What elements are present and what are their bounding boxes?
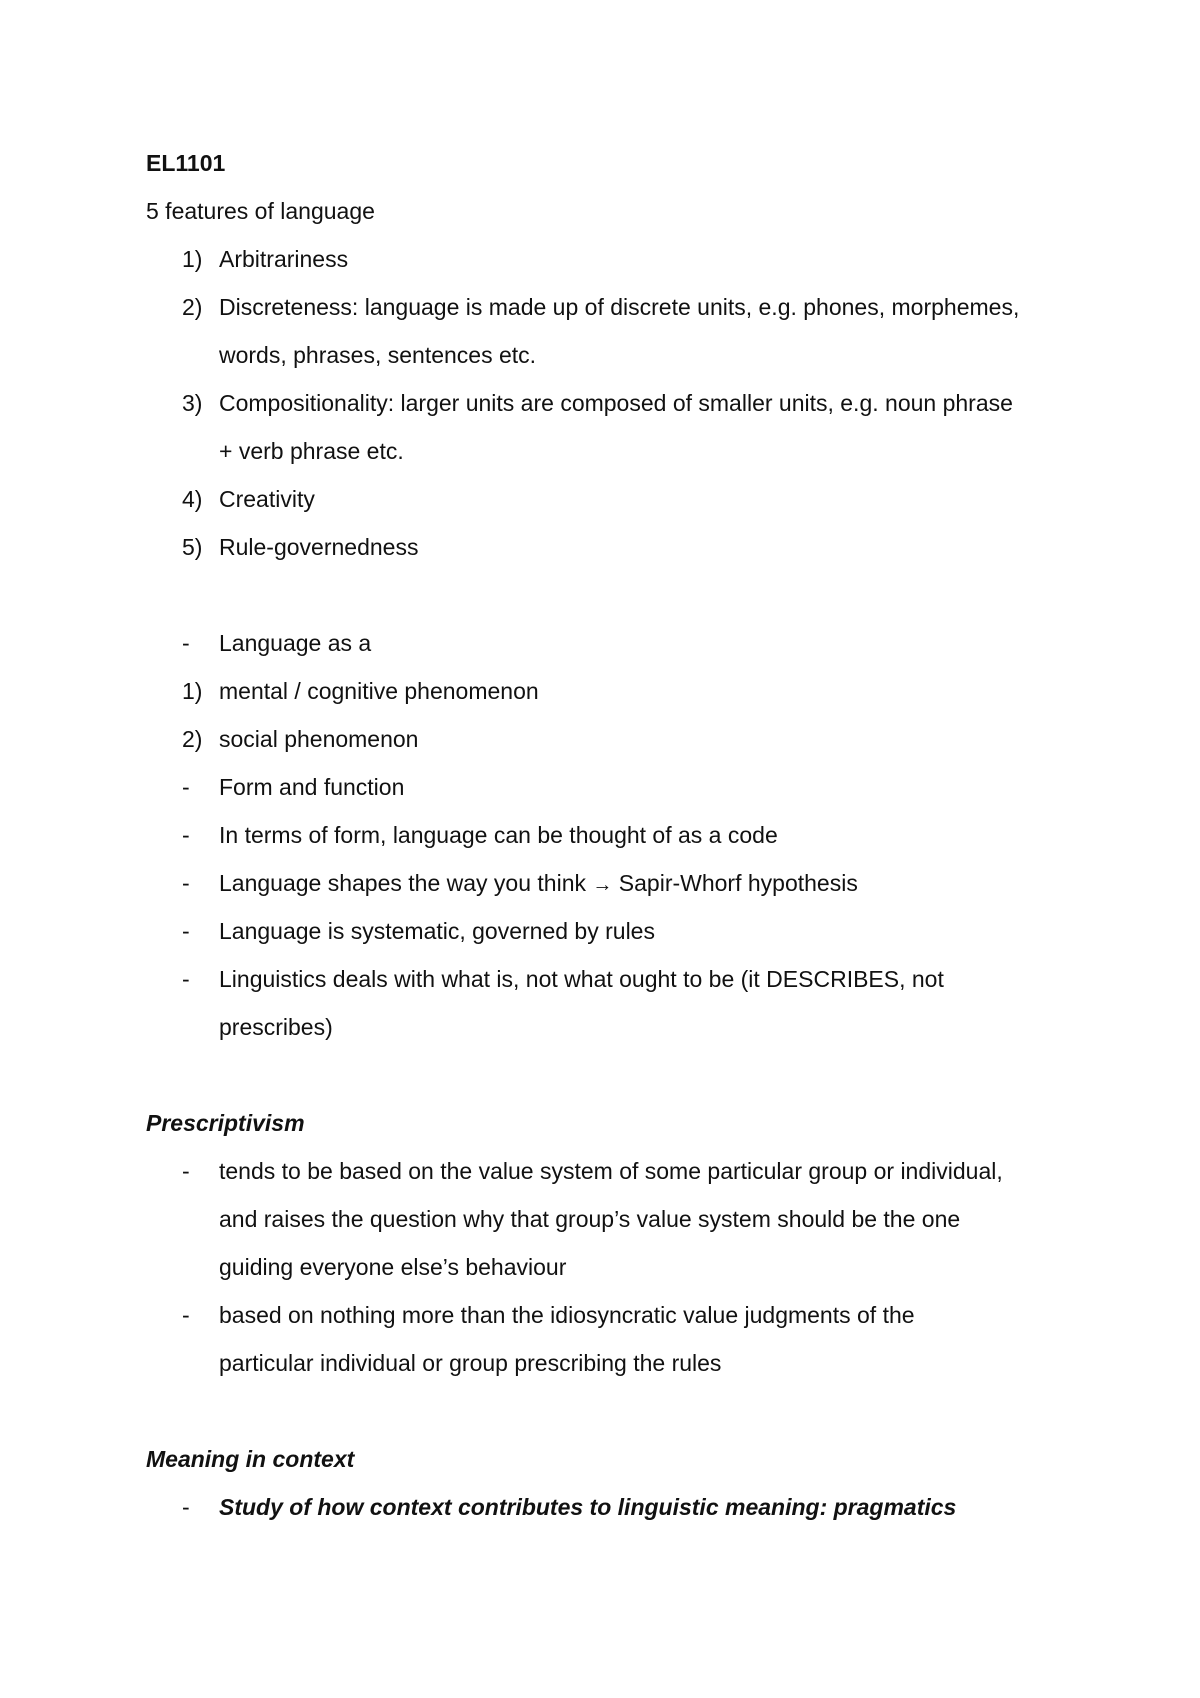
prescriptivism-bullet-2: [182, 1300, 915, 1330]
bullet-text: Form and function: [219, 774, 405, 800]
arrow-right-icon: →: [592, 874, 613, 896]
bullet-describes: [182, 964, 944, 994]
list-marker: 2): [182, 294, 203, 320]
language-as-item-1: [182, 676, 539, 706]
feature-item-3: [182, 388, 1013, 418]
features-intro: 5 features of language: [146, 198, 375, 224]
item-text: mental / cognitive phenomenon: [219, 678, 539, 704]
feature-text: Arbitrariness: [219, 246, 349, 272]
feature-item-2-continuation: words, phrases, sentences etc.: [219, 342, 537, 368]
section-heading-meaning-in-context: Meaning in context: [146, 1446, 355, 1472]
bullet-systematic: [182, 916, 655, 946]
feature-text: Rule-governedness: [219, 534, 419, 560]
feature-item-5: [182, 532, 418, 562]
bullet-dash: -: [182, 1302, 190, 1328]
bullet-text: Language as a: [219, 630, 372, 656]
feature-item-3-continuation: + verb phrase etc.: [219, 438, 404, 464]
bullet-dash: -: [182, 1494, 190, 1520]
feature-item-2: [182, 292, 1019, 322]
bullet-text: Study of how context contributes to linguistic meaning: pragmatics: [219, 1494, 957, 1520]
bullet-form-code: [182, 820, 778, 850]
list-marker: 5): [182, 534, 203, 560]
list-marker: 4): [182, 486, 203, 512]
bullet-text: tends to be based on the value system of some particular group or individual,: [219, 1158, 1003, 1184]
list-marker: 1): [182, 678, 203, 704]
bullet-text: Language is systematic, governed by rules: [219, 918, 655, 944]
bullet-describes-continuation: prescribes): [219, 1014, 333, 1040]
bullet-text: based on nothing more than the idiosyncratic value judgments of the: [219, 1302, 915, 1328]
prescriptivism-bullet-1-line-2: and raises the question why that group’s value system should be the one: [219, 1206, 961, 1232]
language-as-item-2: [182, 724, 418, 754]
prescriptivism-bullet-1-line-3: guiding everyone else’s behaviour: [219, 1254, 567, 1280]
language-as-bullet: [182, 628, 371, 658]
section-heading-prescriptivism: Prescriptivism: [146, 1110, 305, 1136]
bullet-text: Language shapes the way you think: [219, 870, 593, 896]
bullet-dash: -: [182, 822, 190, 848]
bullet-dash: -: [182, 630, 190, 656]
meaning-bullet-1: [182, 1492, 956, 1522]
list-marker: 2): [182, 726, 203, 752]
bullet-sapir-whorf: [182, 868, 858, 900]
bullet-dash: -: [182, 918, 190, 944]
bullet-dash: -: [182, 870, 190, 896]
bullet-text: In terms of form, language can be thought of as a code: [219, 822, 778, 848]
bullet-text: Linguistics deals with what is, not what ought to be (it DESCRIBES, not: [219, 966, 944, 992]
prescriptivism-bullet-1: [182, 1156, 1003, 1186]
feature-item-1: [182, 244, 348, 274]
feature-text: Creativity: [219, 486, 315, 512]
bullet-dash: -: [182, 966, 190, 992]
feature-item-4: [182, 484, 315, 514]
list-marker: 3): [182, 390, 203, 416]
bullet-dash: -: [182, 1158, 190, 1184]
course-code-heading: EL1101: [146, 150, 226, 176]
bullet-dash: -: [182, 774, 190, 800]
prescriptivism-bullet-2-line-2: particular individual or group prescribing the rules: [219, 1350, 722, 1376]
feature-text: Compositionality: larger units are composed of smaller units, e.g. noun phrase: [219, 390, 1013, 416]
bullet-text: Sapir-Whorf hypothesis: [612, 870, 858, 896]
feature-text: Discreteness: language is made up of discrete units, e.g. phones, morphemes,: [219, 294, 1020, 320]
bullet-form-function: [182, 772, 404, 802]
item-text: social phenomenon: [219, 726, 419, 752]
list-marker: 1): [182, 246, 203, 272]
